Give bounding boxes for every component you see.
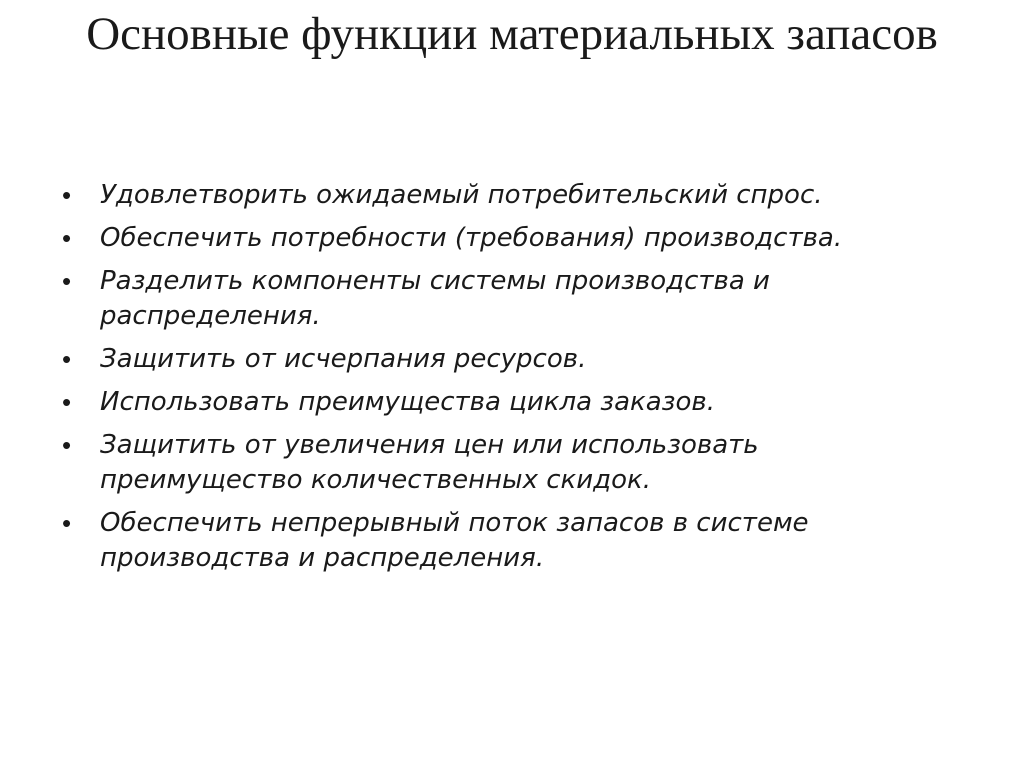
bullet-item [62, 385, 942, 420]
bullet-icon: • [62, 430, 72, 460]
bullet-item [62, 506, 942, 576]
bullet-text: Защитить от увеличения цен или использовать преимущество количественных скидок. [100, 430, 759, 495]
bullet-icon: • [62, 180, 72, 210]
bullet-icon: • [62, 344, 72, 374]
bullet-text: Обеспечить потребности (требования) производства. [100, 223, 843, 253]
slide-title: Основные функции материальных запасов [86, 8, 938, 60]
bullet-icon: • [62, 266, 72, 296]
bullet-text: Использовать преимущества цикла заказов. [100, 387, 715, 417]
bullet-text: Удовлетворить ожидаемый потребительский спрос. [100, 180, 823, 210]
bullet-item [62, 428, 942, 498]
bullet-text: Обеспечить непрерывный поток запасов в системе производства и распределения. [100, 508, 809, 573]
bullet-text: Защитить от исчерпания ресурсов. [100, 344, 587, 374]
bullet-text: Разделить компоненты системы производства и распределения. [100, 266, 770, 331]
bullet-list [62, 178, 942, 584]
bullet-item [62, 342, 942, 377]
bullet-icon: • [62, 387, 72, 417]
bullet-item [62, 178, 942, 213]
bullet-item [62, 221, 942, 256]
bullet-icon: • [62, 223, 72, 253]
bullet-icon: • [62, 508, 72, 538]
bullet-item [62, 264, 942, 334]
